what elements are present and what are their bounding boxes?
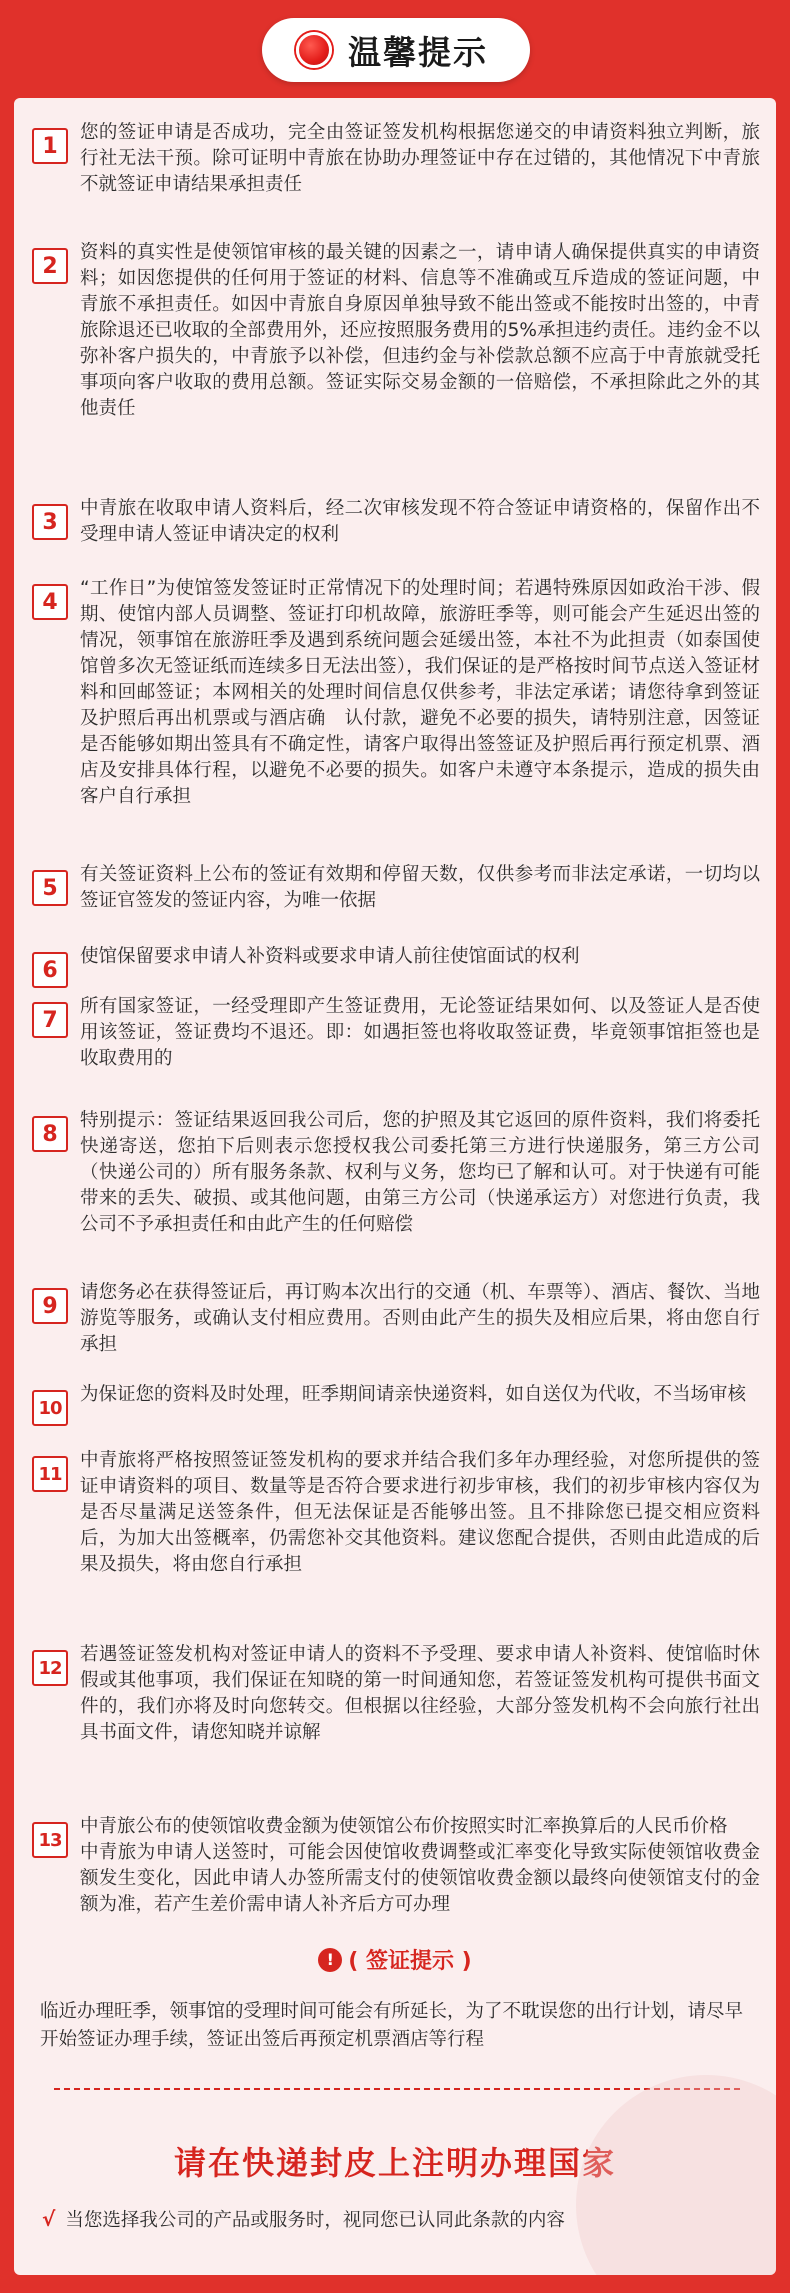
term-item	[32, 1108, 760, 1238]
dashed-divider	[54, 2088, 740, 2090]
item-number-badge: 11	[32, 1456, 68, 1492]
term-item	[32, 576, 760, 810]
item-text: 特别提示：签证结果返回我公司后，您的护照及其它返回的原件资料，我们将委托快递寄送，您拍下后则表示您授权我公司委托第三方进行快递服务，第三方公司（快递公司的）所有服务条款、权利与义务，您均已了解和认可。对于快递有可能带来的丢失、破损、或其他问题，由第三方公司（快递承运方）对您进行负责，我公司不予承担责任和由此产生的任何赔偿	[80, 1110, 760, 1235]
term-item	[32, 1280, 760, 1358]
term-item	[32, 240, 760, 422]
item-number-badge: 12	[32, 1650, 68, 1686]
item-text: 有关签证资料上公布的签证有效期和停留天数，仅供参考而非法定承诺，一切均以签证官签发的签证内容，为唯一依据	[80, 864, 760, 911]
check-icon: √	[42, 2207, 56, 2231]
item-text: 中青旅将严格按照签证签发机构的要求并结合我们多年办理经验，对您所提供的签证申请资料的项目、数量等是否符合要求进行初步审核，我们的初步审核内容仅为是否尽量满足送签条件，但无法保证是否能够出签。且不排除您已提交相应资料后，为加大出签概率，仍需您补交其他资料。建议您配合提供，否则由此造成的后果及损失，将由您自行承担	[80, 1450, 760, 1575]
courier-notice: 请在快递封皮上注明办理国家	[173, 2144, 616, 2182]
term-item	[32, 1382, 760, 1426]
item-number-badge: 4	[32, 584, 68, 620]
item-number-badge: 13	[32, 1822, 68, 1858]
term-item	[32, 1642, 760, 1746]
red-dot-icon	[296, 32, 332, 68]
item-number-badge: 1	[32, 128, 68, 164]
item-text: 中青旅在收取申请人资料后，经二次审核发现不符合签证申请资格的，保留作出不受理申请人签证申请决定的权利	[80, 498, 760, 545]
term-item	[32, 496, 760, 548]
item-number-badge: 3	[32, 504, 68, 540]
item-text: 您的签证申请是否成功，完全由签证签发机构根据您递交的申请资料独立判断，旅行社无法干预。除可证明中青旅在协助办理签证中存在过错的，其他情况下中青旅不就签证申请结果承担责任	[80, 122, 760, 195]
term-item	[32, 862, 760, 914]
item-number-badge: 8	[32, 1116, 68, 1152]
item-text: 若遇签证签发机构对签证申请人的资料不予受理、要求申请人补资料、使馆临时休假或其他事项，我们保证在知晓的第一时间通知您，若签证签发机构可提供书面文件的，我们亦将及时向您转交。但根据以往经验，大部分签发机构不会向旅行社出具书面文件，请您知晓并谅解	[80, 1644, 760, 1743]
item-text: 所有国家签证，一经受理即产生签证费用，无论签证结果如何、以及签证人是否使用该签证，签证费均不退还。即：如遇拒签也将收取签证费，毕竟领事馆拒签也是收取费用的	[80, 996, 760, 1069]
alert-icon: !	[318, 1948, 342, 1972]
term-item	[32, 944, 760, 988]
footer-text: 当您选择我公司的产品或服务时，视同您已认同此条款的内容	[65, 2210, 565, 2231]
terms-card	[14, 98, 776, 2275]
item-number-badge: 10	[32, 1390, 68, 1426]
page-title: 温馨提示	[348, 32, 488, 72]
tip-text: 临近办理旺季，领事馆的受理时间可能会有所延长，为了不耽误您的出行计划，请尽早开始签证办理手续，签证出签后再预定机票酒店等行程	[40, 2001, 744, 2050]
header-pill	[262, 18, 530, 82]
term-item	[32, 994, 760, 1072]
item-text: “工作日”为使馆签发签证时正常情况下的处理时间；若遇特殊原因如政治干涉、假期、使馆内部人员调整、签证打印机故障，旅游旺季等，则可能会产生延迟出签的情况，领事馆在旅游旺季及遇到系统问题会延缓出签，本社不为此担责（如泰国使馆曾多次无签证纸而连续多日无法出签），我们保证的是严格按时间节点送入签证材料和回邮签证；本网相关的处理时间信息仅供参考，非法定承诺；请您待拿到签证及护照后再出机票或与酒店确 认付款，避免不必要的损失，请特别注意，因签证是否能够如期出签具有不确定性，请客户取得出签签证及护照后再行预定机票、酒店及安排具体行程，以避免不必要的损失。如客户未遵守本条提示，造成的损失由客户自行承担	[80, 578, 760, 807]
item-text: 使馆保留要求申请人补资料或要求申请人前往使馆面试的权利	[80, 946, 580, 967]
item-number-badge: 2	[32, 248, 68, 284]
item-text: 为保证您的资料及时处理，旺季期间请亲快递资料，如自送仅为代收，不当场审核	[80, 1384, 747, 1405]
tip-title: ( 签证提示 )	[348, 1949, 472, 1974]
item-number-badge: 5	[32, 870, 68, 906]
term-item	[32, 1814, 760, 1918]
item-text: 请您务必在获得签证后，再订购本次出行的交通（机、车票等）、酒店、餐饮、当地游览等服务，或确认支付相应费用。否则由此产生的损失及相应后果，将由您自行承担	[80, 1282, 760, 1355]
item-text: 中青旅公布的使领馆收费金额为使领馆公布价按照实时汇率换算后的人民币价格 中青旅为申请人送签时，可能会因使馆收费调整或汇率变化导致实际使领馆收费金额发生变化，因此申请人办签所需支付的使领馆收费金额以最终向使领馆支付的金额为准，若产生差价需申请人补齐后方可办理	[80, 1816, 760, 1915]
item-number-badge: 9	[32, 1288, 68, 1324]
item-number-badge: 6	[32, 952, 68, 988]
term-item	[32, 120, 760, 198]
item-number-badge: 7	[32, 1002, 68, 1038]
term-item	[32, 1448, 760, 1578]
footer-agreement	[42, 2206, 762, 2232]
item-text: 资料的真实性是使领馆审核的最关键的因素之一，请申请人确保提供真实的申请资料；如因您提供的任何用于签证的材料、信息等不准确或互斥造成的签证问题，中青旅不承担责任。如因中青旅自身原因单独导致不能出签或不能按时出签的，中青旅除退还已收取的全部费用外，还应按照服务费用的5%承担违约责任。违约金不以弥补客户损失的，中青旅予以补偿，但违约金与补偿款总额不应高于中青旅就受托事项向客户收取的费用总额。签证实际交易金额的一倍赔偿，不承担除此之外的其他责任	[80, 242, 760, 419]
tip-heading	[14, 1944, 776, 1975]
